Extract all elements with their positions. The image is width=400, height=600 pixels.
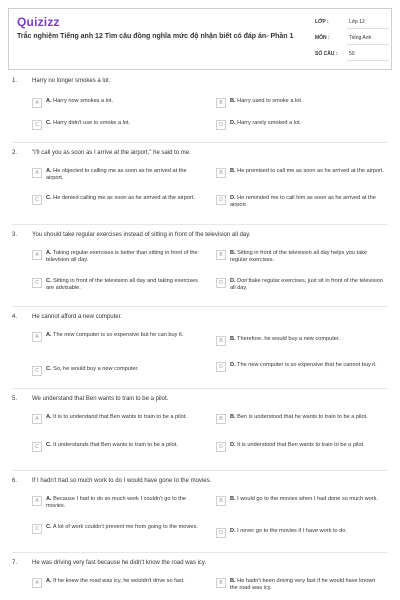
option-text: C. Sitting in front of the television all day and taking exercises are advisable.	[46, 278, 199, 291]
option-letter-box: D	[216, 442, 226, 452]
question-text: He was driving very fast because he didn't know the road was icy.	[32, 560, 207, 566]
option-text: D. I never go to the movies if I have work to do.	[230, 528, 347, 534]
option-letter-box: A	[32, 578, 42, 588]
option-text: D. He reminded me to call him as soon as he arrived at the airport.	[230, 195, 376, 208]
option-letter-box: B	[216, 336, 226, 346]
option-text: A. The new computer is so expensive but he can buy it.	[46, 332, 184, 338]
option-letter-box: B	[216, 414, 226, 424]
question-divider	[12, 142, 388, 143]
option-letter-box: B	[216, 168, 226, 178]
meta-subject	[315, 31, 389, 45]
option-letter-box: A	[32, 168, 42, 178]
option-letter-box: D	[216, 195, 226, 205]
option-text: D. Don'ttake regular exercises, just sit in front of the television all day.	[230, 278, 383, 291]
option-letter-box: D	[216, 362, 226, 372]
question-number: 5.	[12, 396, 18, 402]
option-letter-box: A	[32, 414, 42, 424]
meta-count-value: 50	[347, 47, 389, 61]
option-text: D. It is understood that Ben wants to train to be a pilot.	[230, 442, 365, 448]
option-text: C. He denied calling me as soon as he arrived at the airport.	[46, 195, 195, 201]
question-number: 2.	[12, 150, 18, 156]
meta-grade-label: LỚP :	[315, 19, 329, 25]
question-number: 3.	[12, 232, 18, 238]
meta-count-label: SỐ CÂU :	[315, 51, 338, 57]
question-divider	[12, 552, 388, 553]
option-text: A. Taking regular exercises is better than sitting in front of the television all day.	[46, 250, 198, 263]
option-text: C. Harry didn't use to smoke a lot.	[46, 120, 131, 126]
question-divider	[12, 470, 388, 471]
option-letter-box: C	[32, 366, 42, 376]
meta-subject-value: Tiếng Anh	[347, 31, 389, 45]
option-letter-box: C	[32, 524, 42, 534]
question-number: 6.	[12, 478, 18, 484]
option-letter-box: C	[32, 195, 42, 205]
option-letter-box: C	[32, 120, 42, 130]
option-text: D. Harry rarely smoked a lot.	[230, 120, 302, 126]
option-text: B. Sitting in front of the television all day helps you take regular exercises.	[230, 250, 368, 263]
option-letter-box: A	[32, 98, 42, 108]
option-text: B. Harry used to smoke a lot.	[230, 98, 303, 104]
question-text: "I'll call you as soon as I arrive at the airport," he said to me.	[32, 150, 191, 156]
quizizz-logo: Quizizz	[17, 15, 60, 29]
question-text: He cannot afford a new computer.	[32, 314, 122, 320]
question-number: 1.	[12, 78, 18, 84]
meta-subject-label: MÔN :	[315, 35, 330, 41]
question-number: 7.	[12, 560, 18, 566]
option-text: A. Because I had to do so much work I couldn't go to the movies.	[46, 496, 187, 509]
option-text: C. A lot of work couldn't prevent me from going to the movies.	[46, 524, 198, 530]
option-text: A. It is to understand that Ben wants to train to be a pilot.	[46, 414, 187, 420]
option-letter-box: C	[32, 442, 42, 452]
option-text: D. The new computer is so expensive that he cannot buy it.	[230, 362, 377, 368]
option-letter-box: A	[32, 496, 42, 506]
option-letter-box: C	[32, 278, 42, 288]
meta-grade	[315, 15, 389, 29]
option-text: B. Ben is understood that he wants to train to be a pilot.	[230, 414, 368, 420]
question-text: If I hadn't had so much work to do I would have gone to the movies.	[32, 478, 212, 484]
question-text: We understand that Ben wants to train to be a pilot.	[32, 396, 169, 402]
option-text: C. So, he would buy a new computer.	[46, 366, 139, 372]
option-letter-box: B	[216, 98, 226, 108]
question-text: Harry no longer smokes a lot.	[32, 78, 111, 84]
question-number: 4.	[12, 314, 18, 320]
meta-grade-value: Lớp 12	[347, 15, 389, 29]
worksheet-header	[8, 8, 392, 70]
option-text: A. If he knew the road was icy, he wouldn't drive so fast.	[46, 578, 185, 584]
option-text: B. He hadn't been driving very fast if he would have known the road was icy.	[230, 578, 376, 591]
option-text: A. He objected to calling me as soon as he arrived at the airport.	[46, 168, 187, 181]
worksheet-meta	[315, 15, 389, 63]
question-divider	[12, 388, 388, 389]
option-text: B. Therefore, he would buy a new computer.	[230, 336, 340, 342]
worksheet-title: Trắc nghiệm Tiếng anh 12 Tìm câu đồng nghĩa mức độ nhận biết có đáp án- Phần 1	[17, 33, 294, 40]
question-divider	[12, 224, 388, 225]
option-letter-box: D	[216, 120, 226, 130]
option-text: B. He promised to call me as soon as he arrived at the airport.	[230, 168, 384, 174]
option-letter-box: A	[32, 250, 42, 260]
option-letter-box: D	[216, 528, 226, 538]
option-letter-box: A	[32, 332, 42, 342]
question-text: You should take regular exercises instead of sitting in front of the television all day.	[32, 232, 251, 238]
option-text: C. It understands that Ben wants to train to be a pilot.	[46, 442, 178, 448]
meta-count	[315, 47, 389, 61]
question-divider	[12, 306, 388, 307]
option-text: A. Harry now smokes a lot.	[46, 98, 114, 104]
option-letter-box: B	[216, 250, 226, 260]
option-text: B. I would go to the movies when I had done so much work.	[230, 496, 379, 502]
option-letter-box: B	[216, 496, 226, 506]
option-letter-box: B	[216, 578, 226, 588]
option-letter-box: D	[216, 278, 226, 288]
